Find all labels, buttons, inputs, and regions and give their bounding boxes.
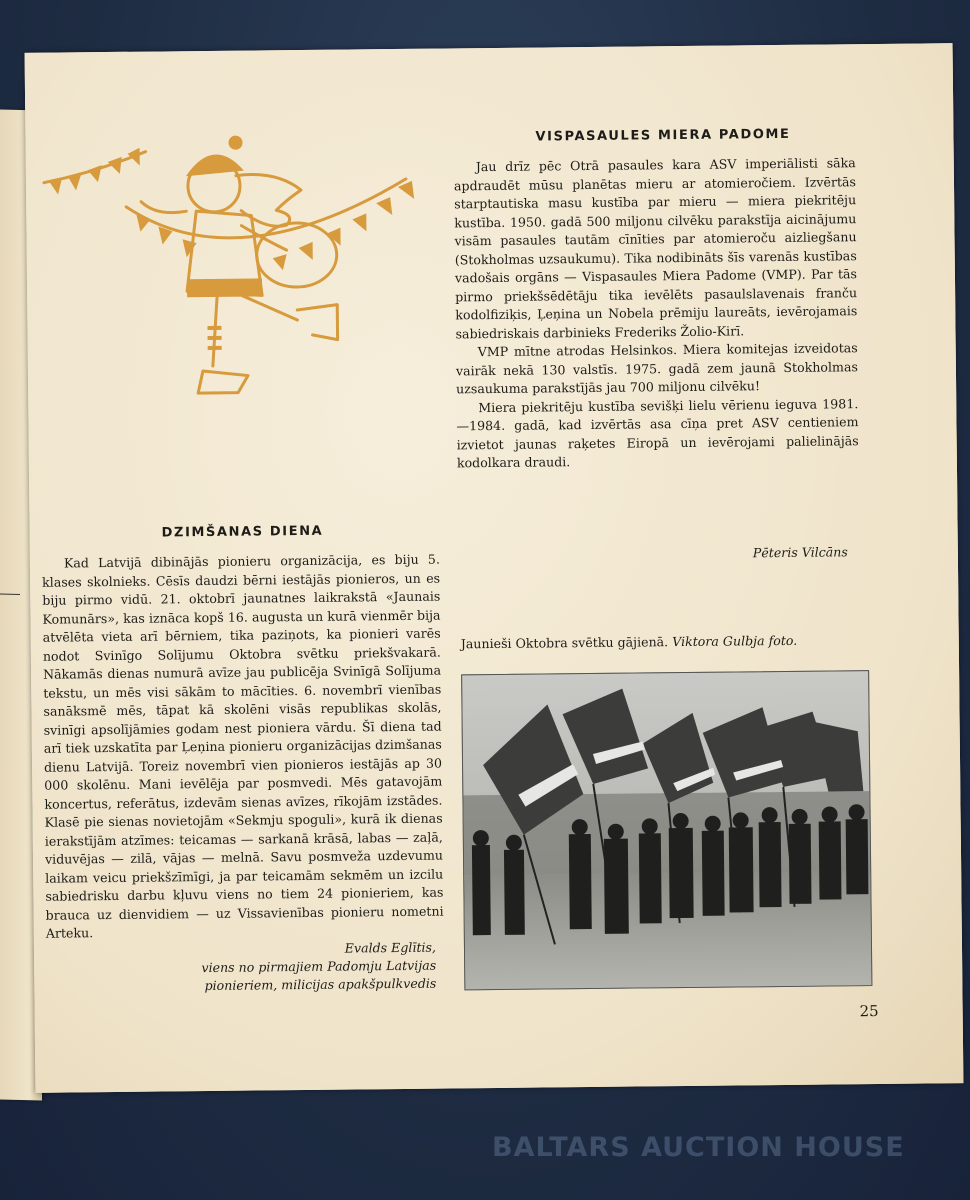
book-page [25, 43, 964, 1093]
left-page-rule [0, 594, 20, 595]
left-author-role-1: viens no pirmajiem Padomju Latvijas [201, 957, 437, 976]
girl-with-garland-illustration [35, 129, 438, 433]
left-article-body [42, 551, 444, 944]
right-paragraph-1: Jau drīz pēc Otrā pasaules kara ASV imperiālisti sāka apdraudēt mūsu planētas mieru ar atomieročiem. Izvērtās starptautiska masu kustība par mieru — miera piekritēju kustība. 1950. gadā 500 miljonu cilvēku parakstīja aicinājumu visām pasaules tautām cīnīties par atomieroču aizliegšanu (Stokholmas uzsaukumu). Tika nodibināts šīs varenās kustības vadošais orgāns — Vispasaules Miera Padome (VMP). Par tās pirmo priekšsēdētāju tika ievēlēts pasaulslavenais franču kodolfiziķis, Ļeņina un Nobela prēmiju laureāts, ievērojamais sabiedriskais darbinieks Frederiks Žolio-Kirī. [453, 155, 858, 341]
photo-caption-credit: Viktora Gulbja foto. [672, 632, 798, 650]
right-paragraph-2: VMP mītne atrodas Helsinkos. Miera komitejas izveidotas vairāk nekā 130 valstīs. 1975. gadā zem jaunā Stokholmas uzsaukuma parakstījās jau 700 miljonu cilvēku! [455, 340, 858, 397]
photo-caption-text: Jaunieši Oktobra svētku gājienā. [460, 634, 669, 652]
left-article-signature [144, 939, 437, 996]
right-article-heading: VISPASAULES MIERA PADOME [535, 126, 791, 145]
left-article-heading: DZIMŠANAS DIENA [161, 523, 324, 541]
right-article-author: Pēteris Vilcāns [752, 544, 848, 561]
right-article-body [454, 154, 859, 473]
left-paragraph-1: Kad Latvijā dibinājās pionieru organizācija, es biju 5. klases skolnieks. Cēsīs daudzi bērni iestājās pionieros, un es biju pirmo vidū. 21. oktobrī jaunatnes laikrakstā «Jaunais Komunārs», kas iznāca kopš 16. augusta un kurā vienmēr bija atvēlēta vieta arī bērniem, tika paziņots, ka pionieri varēs nodot Svinīgo Solījumu Oktobra svētku priekšvakarā. Nākamās dienas numurā avīze jau publicēja Svinīgā Solījuma tekstu, un mēs visi sākām to mācīties. 6. novembrī vienības sanāksmē mēs, tāpat kā skolēni visās republikas skolās, svinīgi apsolījāmies godam nest pioniera vārdu. Šī diena tad arī tiek uzskatīta par Ļeņina pionieru organizācijas dzimšanas dienu Latvijā. Toreiz novembrī vien pionieros iestājās ap 30 000 skolēnu. Mani ievēlēja par posmvedi. Mēs gatavojām koncertus, referātus, izdevām sienas avīzes, rīkojām izstādes. Klasē pie sienas novietojām «Sekmju spoguli», kurā ik dienas ierakstījām atzīmes: teicamas — sarkanā krāsā, labas — zaļā, viduvējas — zilā, vājas — melnā. Savu posmveža uzdevumu laikam veicu priekšzīmīgi, ja par teicamām sekmēm un izcilu sabiedrisku darbu kļuvu viens no tiem 24 pionieriem, kas brauca uz dienvidiem — uz Vissavienības pionieru nometni Arteku. [42, 551, 444, 941]
left-author-role-2: pionieriem, milicijas apakšpulkvedis [204, 975, 437, 994]
left-author-name: Evalds Eglītis, [344, 939, 437, 956]
photo-caption [461, 633, 798, 652]
parade-photo [461, 670, 872, 990]
right-paragraph-3: Miera piekritēju kustība sevišķi lielu vērienu ieguva 1981.—1984. gadā, kad izvērtās asa cīņa pret ASV centieniem izvietot jaunas raķetes Eiropā un ievērojami palielinājās kodolkara draudi. [456, 395, 859, 471]
page-number: 25 [859, 1001, 879, 1021]
auction-watermark: BALTARS AUCTION HOUSE [492, 1132, 905, 1163]
